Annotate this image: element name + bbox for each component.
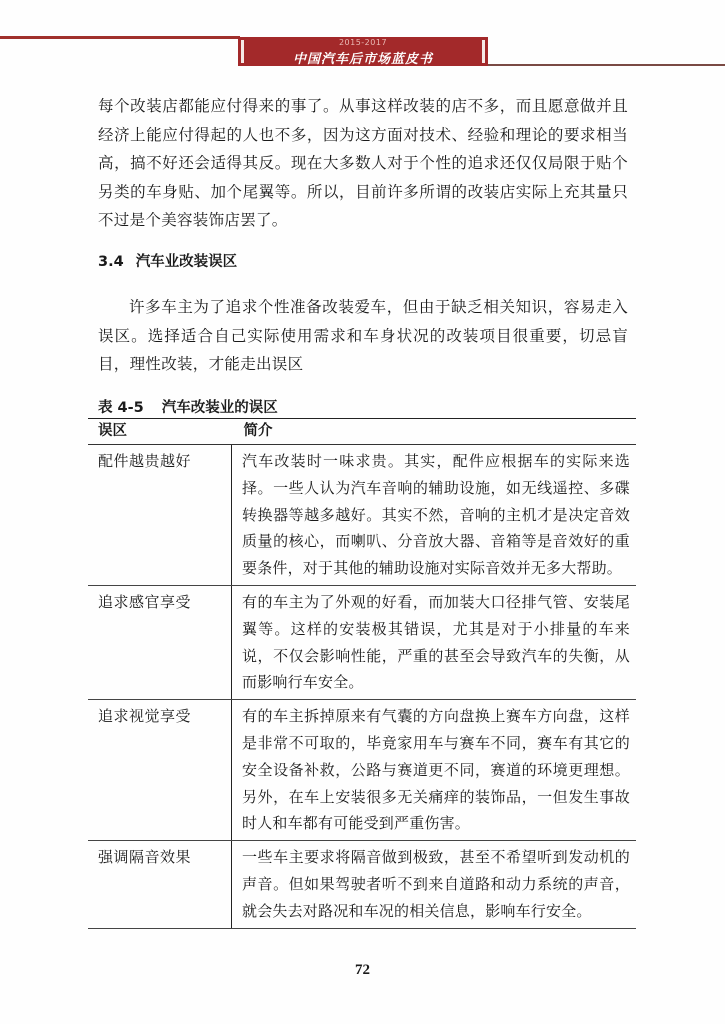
misconception-cell: 追求视觉享受	[88, 700, 232, 841]
column-header-misconception: 误区	[88, 419, 232, 445]
section-title: 汽车业改装误区	[135, 254, 238, 270]
section-intro-paragraph: 许多车主为了追求个性准备改装爱车，但由于缺乏相关知识，容易走入误区。选择适合自己实际使用需求和车身状况的改装项目很重要，切忌盲目，理性改装，才能走出误区	[98, 298, 628, 373]
header-banner	[238, 37, 488, 66]
table-number: 表 4-5	[98, 400, 144, 416]
header-years: 2015-2017	[338, 38, 388, 47]
misconception-cell: 强调隔音效果	[88, 841, 232, 928]
table-caption	[98, 396, 278, 417]
paragraph-continued: 每个改装店都能应付得来的事了。从事这样改装的店不多，而且愿意做并且经济上能应付得起的人也不多，因为这方面对技术、经验和理论的要求相当高，搞不好还会适得其反。现在大多数人对于个性的追求还仅仅局限于贴个另类的车身贴、加个尾翼等。所以，目前许多所谓的改装店实际上充其量只不过是个美容装饰店罢了。	[98, 97, 628, 229]
section-number: 3.4	[98, 254, 124, 270]
table-row	[88, 700, 636, 841]
header-title: 中国汽车后市场蓝皮书	[292, 52, 433, 67]
table-row	[88, 445, 636, 586]
description-cell: 汽车改装时一味求贵。其实，配件应根据车的实际来选择。一些人认为汽车音响的辅助设施，如无线遥控、多碟转换器等越多越好。其实不然，音响的主机才是决定音效质量的核心，而喇叭、分音放大器、音箱等是音效好的重要条件，对于其他的辅助设施对实际音效并无多大帮助。	[232, 445, 637, 586]
misconception-cell: 追求感官享受	[88, 585, 232, 699]
table-row	[88, 841, 636, 928]
table-header-row	[88, 419, 636, 445]
header-bar-right	[482, 40, 485, 63]
header-rule-right	[488, 64, 725, 66]
misconceptions-table	[88, 418, 636, 929]
table-row	[88, 585, 636, 699]
description-cell: 一些车主要求将隔音做到极致，甚至不希望听到发动机的声音。但如果驾驶者听不到来自道路和动力系统的声音，就会失去对路况和车况的相关信息，影响车行安全。	[232, 841, 637, 928]
header-rule-left	[0, 36, 240, 39]
table-title: 汽车改装业的误区	[161, 400, 278, 416]
description-cell: 有的车主拆掉原来有气囊的方向盘换上赛车方向盘，这样是非常不可取的，毕竟家用车与赛车不同，赛车有其它的安全设备补救，公路与赛道更不同，赛道的环境更理想。另外，在车上安装很多无关痛痒的装饰品，一但发生事故时人和车都有可能受到严重伤害。	[232, 700, 637, 841]
section-heading	[98, 250, 237, 271]
misconception-cell: 配件越贵越好	[88, 445, 232, 586]
column-header-description: 简介	[232, 419, 637, 445]
page-number: 72	[355, 962, 370, 978]
description-cell: 有的车主为了外观的好看，而加装大口径排气管、安装尾翼等。这样的安装极其错误，尤其是对于小排量的车来说，不仅会影响性能，严重的甚至会导致汽车的失衡，从而影响行车安全。	[232, 585, 637, 699]
